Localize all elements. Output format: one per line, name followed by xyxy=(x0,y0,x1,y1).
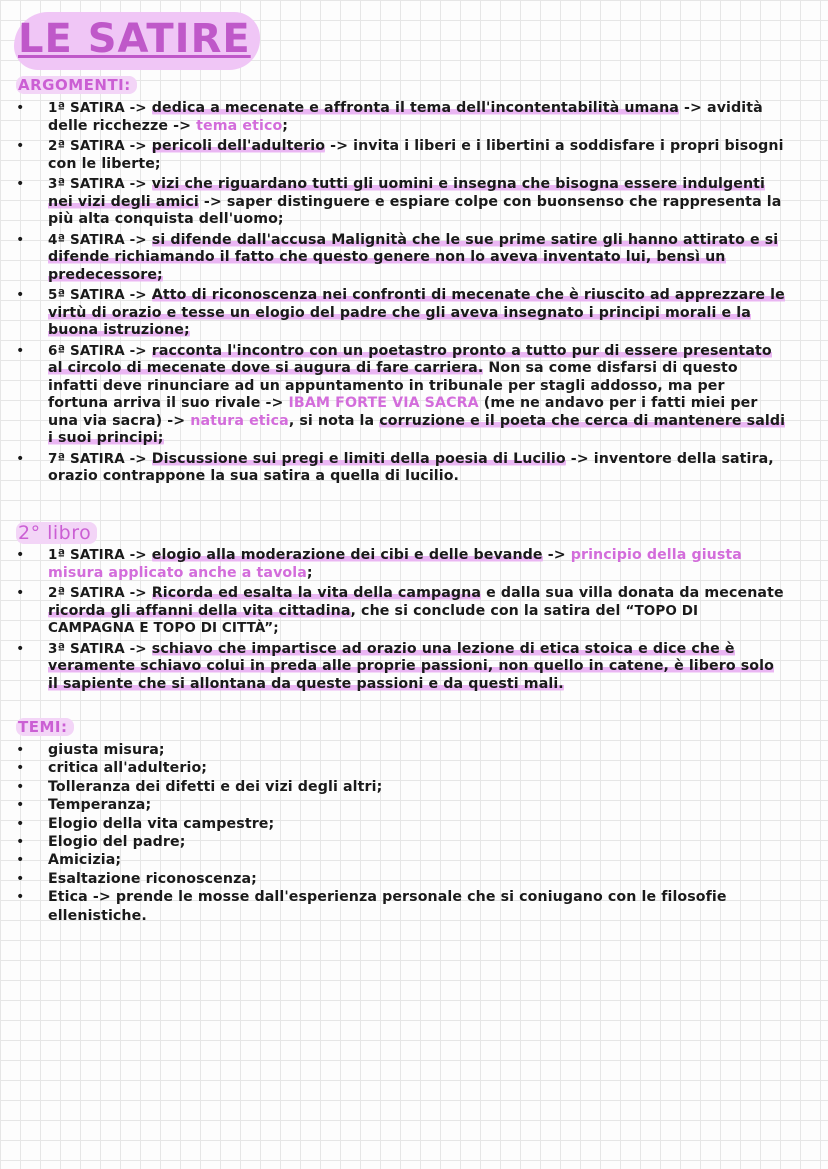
section-libro2-label: 2° libro xyxy=(16,522,97,544)
list-item-tema: • Amicizia; xyxy=(0,851,828,869)
title-block xyxy=(14,10,251,62)
list-item-libro2-satira-3: • 3ª SATIRA -> schiavo che impartisce ad orazio una lezione di etica stoica e dice che è veramente schiavo colui in preda alle proprie passioni, non quello in catene, è libero solo il sapiente che si allontana da queste passioni e da questi mali. xyxy=(0,641,828,694)
page-title: LE SATIRE xyxy=(18,16,251,62)
list-item-satira-3: • 3ª SATIRA -> vizi che riguardano tutti gli uomini e insegna che bisogna essere indulgenti nei vizi degli amici -> saper distinguere e espiare colpe con buonsenso che rappresenta la più alta conquista dell'uomo; xyxy=(0,176,828,229)
list-item-tema: • Elogio della vita campestre; xyxy=(0,815,828,833)
list-item-tema: • Temperanza; xyxy=(0,796,828,814)
list-item-tema: • Tolleranza dei difetti e dei vizi degli altri; xyxy=(0,778,828,796)
list-item-tema: • critica all'adulterio; xyxy=(0,759,828,777)
list-item-satira-7: • 7ª SATIRA -> Discussione sui pregi e limiti della poesia di Lucilio -> inventore della satira, orazio contrappone la sua satira a quella di lucilio. xyxy=(0,451,828,486)
list-item-satira-5: • 5ª SATIRA -> Atto di riconoscenza nei confronti di mecenate che è riuscito ad apprezzare le virtù di orazio e tesse un elogio del padre che gli aveva insegnato i principi morali e la buona istruzione; xyxy=(0,287,828,340)
list-item-satira-1: • 1ª SATIRA -> dedica a mecenate e affronta il tema dell'incontentabilità umana -> avidità delle ricchezze -> tema etico; xyxy=(0,100,828,135)
libro2-list xyxy=(0,547,828,696)
list-item-tema: • Esaltazione riconoscenza; xyxy=(0,870,828,888)
list-item-libro2-satira-1: • 1ª SATIRA -> elogio alla moderazione dei cibi e delle bevande -> principio della giusta misura applicato anche a tavola; xyxy=(0,547,828,582)
section-argomenti-label: ARGOMENTI: xyxy=(16,76,137,94)
list-item-tema: • giusta misura; xyxy=(0,741,828,759)
section-temi-label: TEMI: xyxy=(16,718,74,736)
temi-list xyxy=(0,741,828,925)
list-item-satira-6: • 6ª SATIRA -> racconta l'incontro con un poetastro pronto a tutto pur di essere presentato al circolo di mecenate dove si augura di fare carriera. Non sa come disfarsi di questo infatti deve rinunciare ad un appuntamento in tribunale per stagli addosso, ma per fortuna arriva il suo rivale -> IBAM FORTE VIA SACRA (me ne andavo per i fatti miei per una via sacra) -> natura etica, si nota la corruzione e il poeta che cerca di mantenere saldi i suoi principi; xyxy=(0,343,828,448)
argomenti-list xyxy=(0,100,828,489)
list-item-tema: • Elogio del padre; xyxy=(0,833,828,851)
list-item-satira-4: • 4ª SATIRA -> si difende dall'accusa Malignità che le sue prime satire gli hanno attirato e si difende richiamando il fatto che questo genere non lo aveva inventato lui, bensì un predecessore; xyxy=(0,232,828,285)
list-item-tema: • Etica -> prende le mosse dall'esperienza personale che si coniugano con le filosofie ellenistiche. xyxy=(0,888,828,925)
list-item-libro2-satira-2: • 2ª SATIRA -> Ricorda ed esalta la vita della campagna e dalla sua villa donata da mecenate ricorda gli affanni della vita cittadina, che si conclude con la satira del “TOPO DI CAMPAGNA E TOPO DI CITTÀ”; xyxy=(0,585,828,638)
list-item-satira-2: • 2ª SATIRA -> pericoli dell'adulterio -> invita i liberi e i libertini a soddisfare i propri bisogni con le liberte; xyxy=(0,138,828,173)
